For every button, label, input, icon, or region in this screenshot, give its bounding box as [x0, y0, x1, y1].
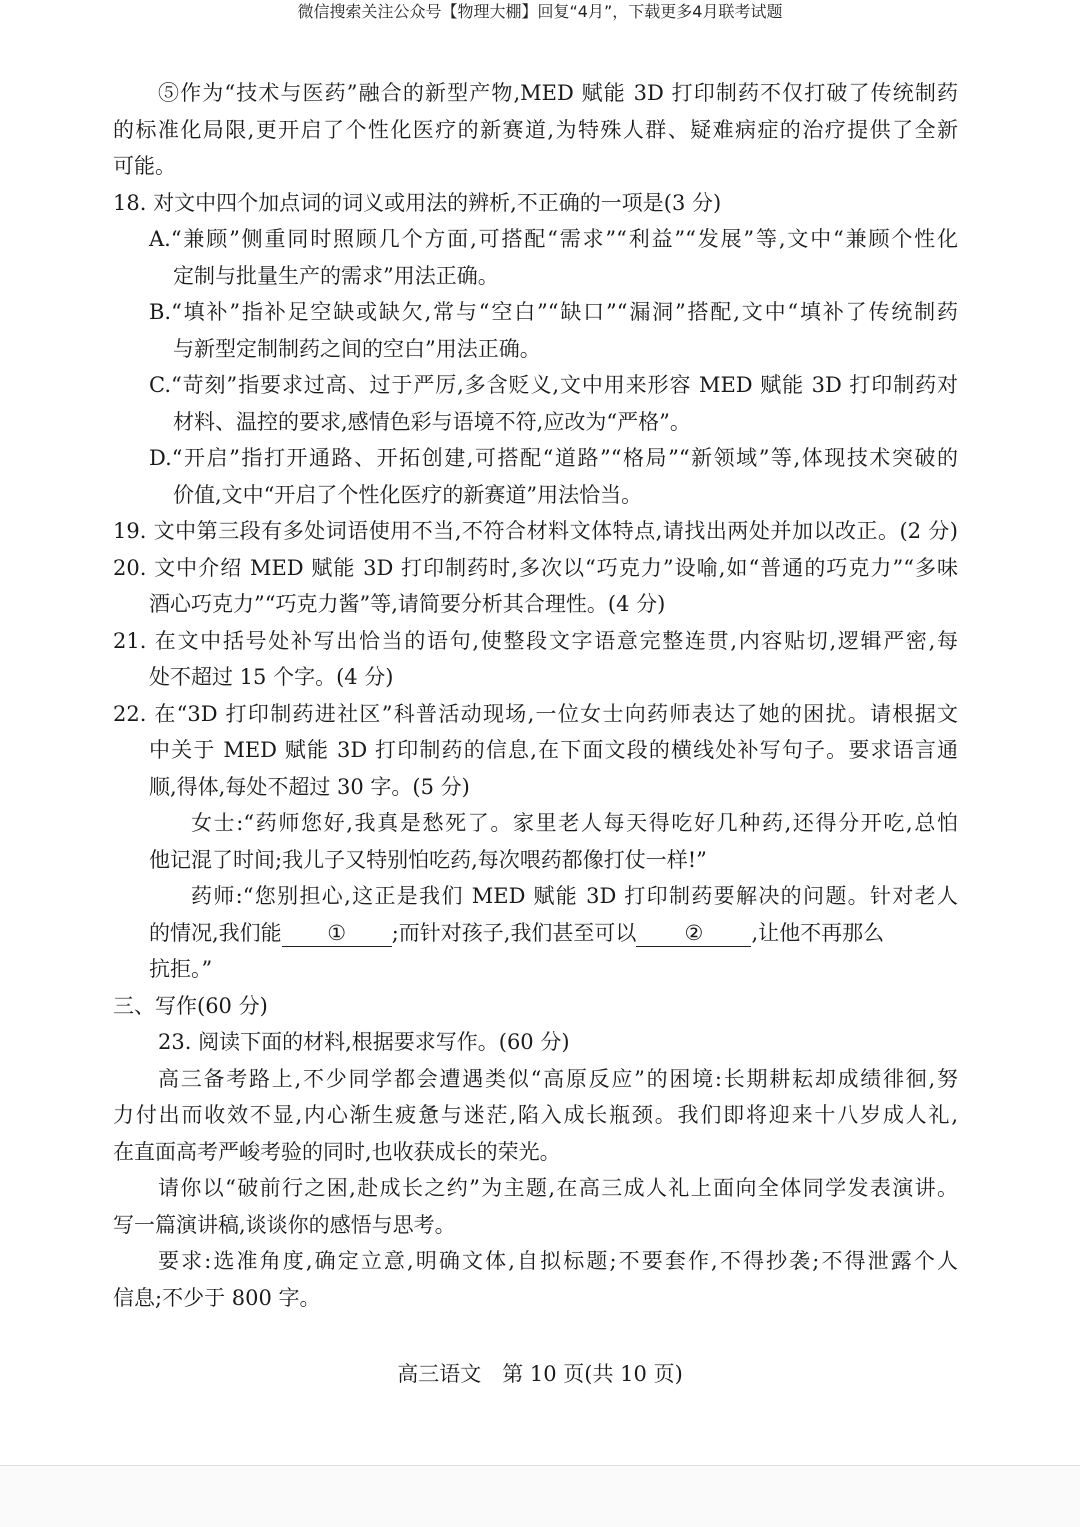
pharmacist-text: ,让他不再那么 — [751, 920, 885, 945]
material-line: 力付出而收效不显,内心渐生疲惫与迷茫,陷入成长瓶颈。我们即将迎来十八岁成人礼, — [113, 1103, 958, 1127]
bottom-margin — [0, 1466, 1080, 1527]
section-heading-writing: 三、写作(60 分) — [113, 993, 268, 1018]
option-c: 材料、温控的要求,感情色彩与语境不符,应改为“严格”。 — [173, 409, 691, 434]
task-line: 请你以“破前行之困,赴成长之约”为主题,在高三成人礼上面向全体同学发表演讲。 — [158, 1176, 958, 1200]
question-20: 20. 文中介绍 MED 赋能 3D 打印制药时,多次以“巧克力”设喻,如“普通的巧克力”“多味 — [113, 555, 958, 580]
dialogue-woman: 他记混了时间;我儿子又特别怕吃药,每次喂药都像打仗一样!” — [149, 847, 707, 872]
dialogue-pharmacist — [113, 915, 958, 952]
question-18-stem: 18. 对文中四个加点词的词义或用法的辨析,不正确的一项是(3 分) — [113, 190, 722, 215]
question-23-stem: 23. 阅读下面的材料,根据要求写作。(60 分) — [158, 1030, 570, 1054]
pharmacist-text: 的情况,我们能 — [149, 920, 282, 945]
material-line: 在直面高考严峻考验的同时,也收获成长的荣光。 — [113, 1139, 561, 1164]
option-d: 价值,文中“开启了个性化医疗的新赛道”用法恰当。 — [173, 482, 643, 507]
question-19: 19. 文中第三段有多处词语使用不当,不符合材料文体特点,请找出两处并加以改正。(2 分) — [113, 519, 958, 543]
question-22-stem: 顺,得体,每处不超过 30 字。(5 分) — [149, 774, 470, 799]
question-22-stem: 中关于 MED 赋能 3D 打印制药的信息,在下面文段的横线处补写句子。要求语言通 — [149, 738, 958, 762]
exam-page-body — [113, 75, 958, 1316]
question-22-stem: 22. 在“3D 打印制药进社区”科普活动现场,一位女士向药师表达了她的困扰。请根据文 — [113, 701, 958, 726]
watermark-header: 微信搜索关注公众号【物理大棚】回复“4月”，下载更多4月联考试题 — [297, 2, 783, 21]
dialogue-woman: 女士:“药师您好,我真是愁死了。家里老人每天得吃好几种药,还得分开吃,总怕 — [191, 811, 958, 835]
paragraph-5-line: 可能。 — [113, 154, 176, 178]
requirement-line: 要求:选准角度,确定立意,明确文体,自拟标题;不要套作,不得抄袭;不得泄露个人 — [158, 1249, 958, 1273]
option-d: D.“开启”指打开通路、开拓创建,可搭配“道路”“格局”“新领域”等,体现技术突破的 — [149, 446, 958, 470]
question-21: 21. 在文中括号处补写出恰当的语句,使整段文字语意完整连贯,内容贴切,逻辑严密,每 — [113, 628, 958, 653]
dialogue-pharmacist: 药师:“您别担心,这正是我们 MED 赋能 3D 打印制药要解决的问题。针对老人 — [191, 884, 958, 908]
paragraph-5-line: 的标准化局限,更开启了个性化医疗的新赛道,为特殊人群、疑难病症的治疗提供了全新 — [113, 117, 958, 142]
requirement-line: 信息;不少于 800 字。 — [113, 1285, 321, 1310]
option-b: 与新型定制制药之间的空白”用法正确。 — [173, 336, 541, 361]
answer-blank-1[interactable]: ① — [282, 920, 392, 947]
pharmacist-text: ;而针对孩子,我们甚至可以 — [391, 920, 637, 945]
question-20: 酒心巧克力”“巧克力酱”等,请简要分析其合理性。(4 分) — [149, 592, 666, 616]
material-line: 高三备考路上,不少同学都会遭遇类似“高原反应”的困境:长期耕耘却成绩徘徊,努 — [158, 1066, 958, 1091]
option-b: B.“填补”指补足空缺或缺欠,常与“空白”“缺口”“漏洞”搭配,文中“填补了传统制药 — [149, 300, 958, 324]
option-a: A.“兼顾”侧重同时照顾几个方面,可搭配“需求”“利益”“发展”等,文中“兼顾个性化 — [149, 227, 958, 251]
option-a: 定制与批量生产的需求”用法正确。 — [173, 263, 499, 288]
option-c: C.“苛刻”指要求过高、过于严厉,多含贬义,文中用来形容 MED 赋能 3D 打印制药对 — [149, 373, 958, 397]
question-21: 处不超过 15 个字。(4 分) — [149, 665, 394, 689]
task-line: 写一篇演讲稿,谈谈你的感悟与思考。 — [113, 1212, 456, 1237]
page-footer: 高三语文 第 10 页(共 10 页) — [397, 1362, 683, 1386]
dialogue-pharmacist: 抗拒。” — [149, 957, 213, 981]
paragraph-5-line: ⑤作为“技术与医药”融合的新型产物,MED 赋能 3D 打印制药不仅打破了传统制药 — [158, 81, 958, 105]
answer-blank-2[interactable]: ② — [636, 920, 751, 947]
